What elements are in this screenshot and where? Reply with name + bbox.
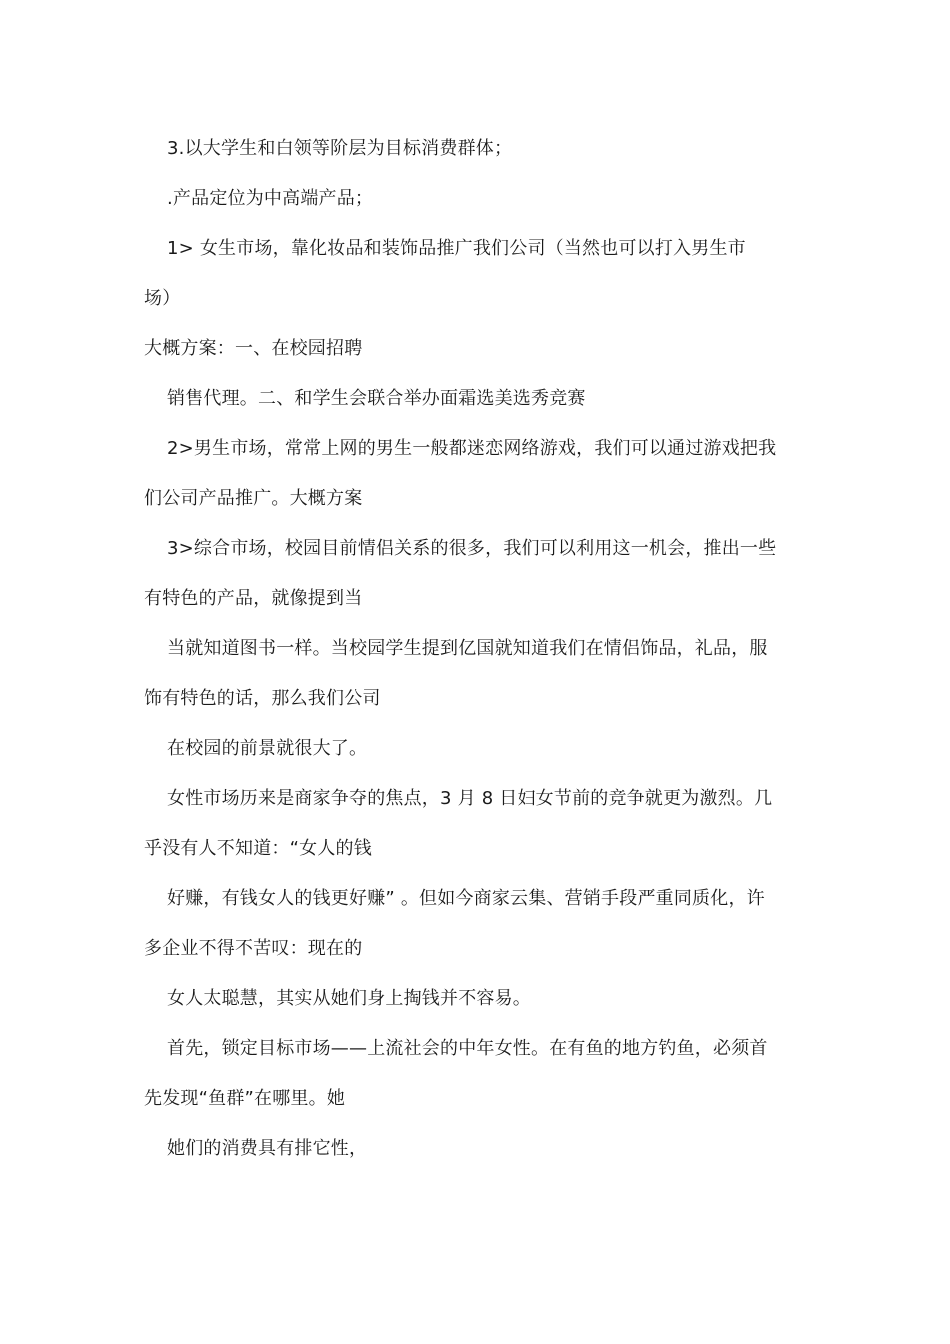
text-line: 3.以大学生和白领等阶层为目标消费群体； [167, 138, 513, 159]
text-line: 乎没有人不知道：“女人的钱 [144, 838, 372, 859]
text-line: 场） [144, 288, 181, 309]
text-line: 3>综合市场，校园目前情侣关系的很多，我们可以利用这一机会，推出一些 [167, 538, 777, 559]
text-line: 她们的消费具有排它性， [167, 1138, 368, 1159]
text-line: 在校园的前景就很大了。 [167, 738, 368, 759]
text-line: 饰有特色的话，那么我们公司 [144, 688, 381, 709]
text-line: 女性市场历来是商家争夺的焦点，3 月 8 日妇女节前的竞争就更为激烈。几 [167, 788, 773, 809]
text-line: 销售代理。二、和学生会联合举办面霜选美选秀竞赛 [167, 388, 586, 409]
text-line: 1> 女生市场，靠化妆品和装饰品推广我们公司（当然也可以打入男生市 [167, 238, 746, 259]
text-line: 首先，锁定目标市场——上流社会的中年女性。在有鱼的地方钓鱼，必须首 [167, 1038, 768, 1059]
text-line: 大概方案：一、在校园招聘 [144, 338, 363, 359]
text-line: .产品定位为中高端产品； [167, 188, 374, 209]
text-line: 女人太聪慧，其实从她们身上掏钱并不容易。 [167, 988, 531, 1009]
text-line: 当就知道图书一样。当校园学生提到亿国就知道我们在情侣饰品，礼品，服 [167, 638, 768, 659]
text-line: 多企业不得不苦叹：现在的 [144, 938, 363, 959]
text-line: 2>男生市场，常常上网的男生一般都迷恋网络游戏，我们可以通过游戏把我 [167, 438, 777, 459]
text-line: 好赚，有钱女人的钱更好赚” 。但如今商家云集、营销手段严重同质化，许 [167, 888, 765, 909]
text-line: 们公司产品推广。大概方案 [144, 488, 363, 509]
text-line: 先发现“鱼群”在哪里。她 [144, 1088, 346, 1109]
document-body [144, 124, 814, 1174]
text-line: 有特色的产品，就像提到当 [144, 588, 363, 609]
